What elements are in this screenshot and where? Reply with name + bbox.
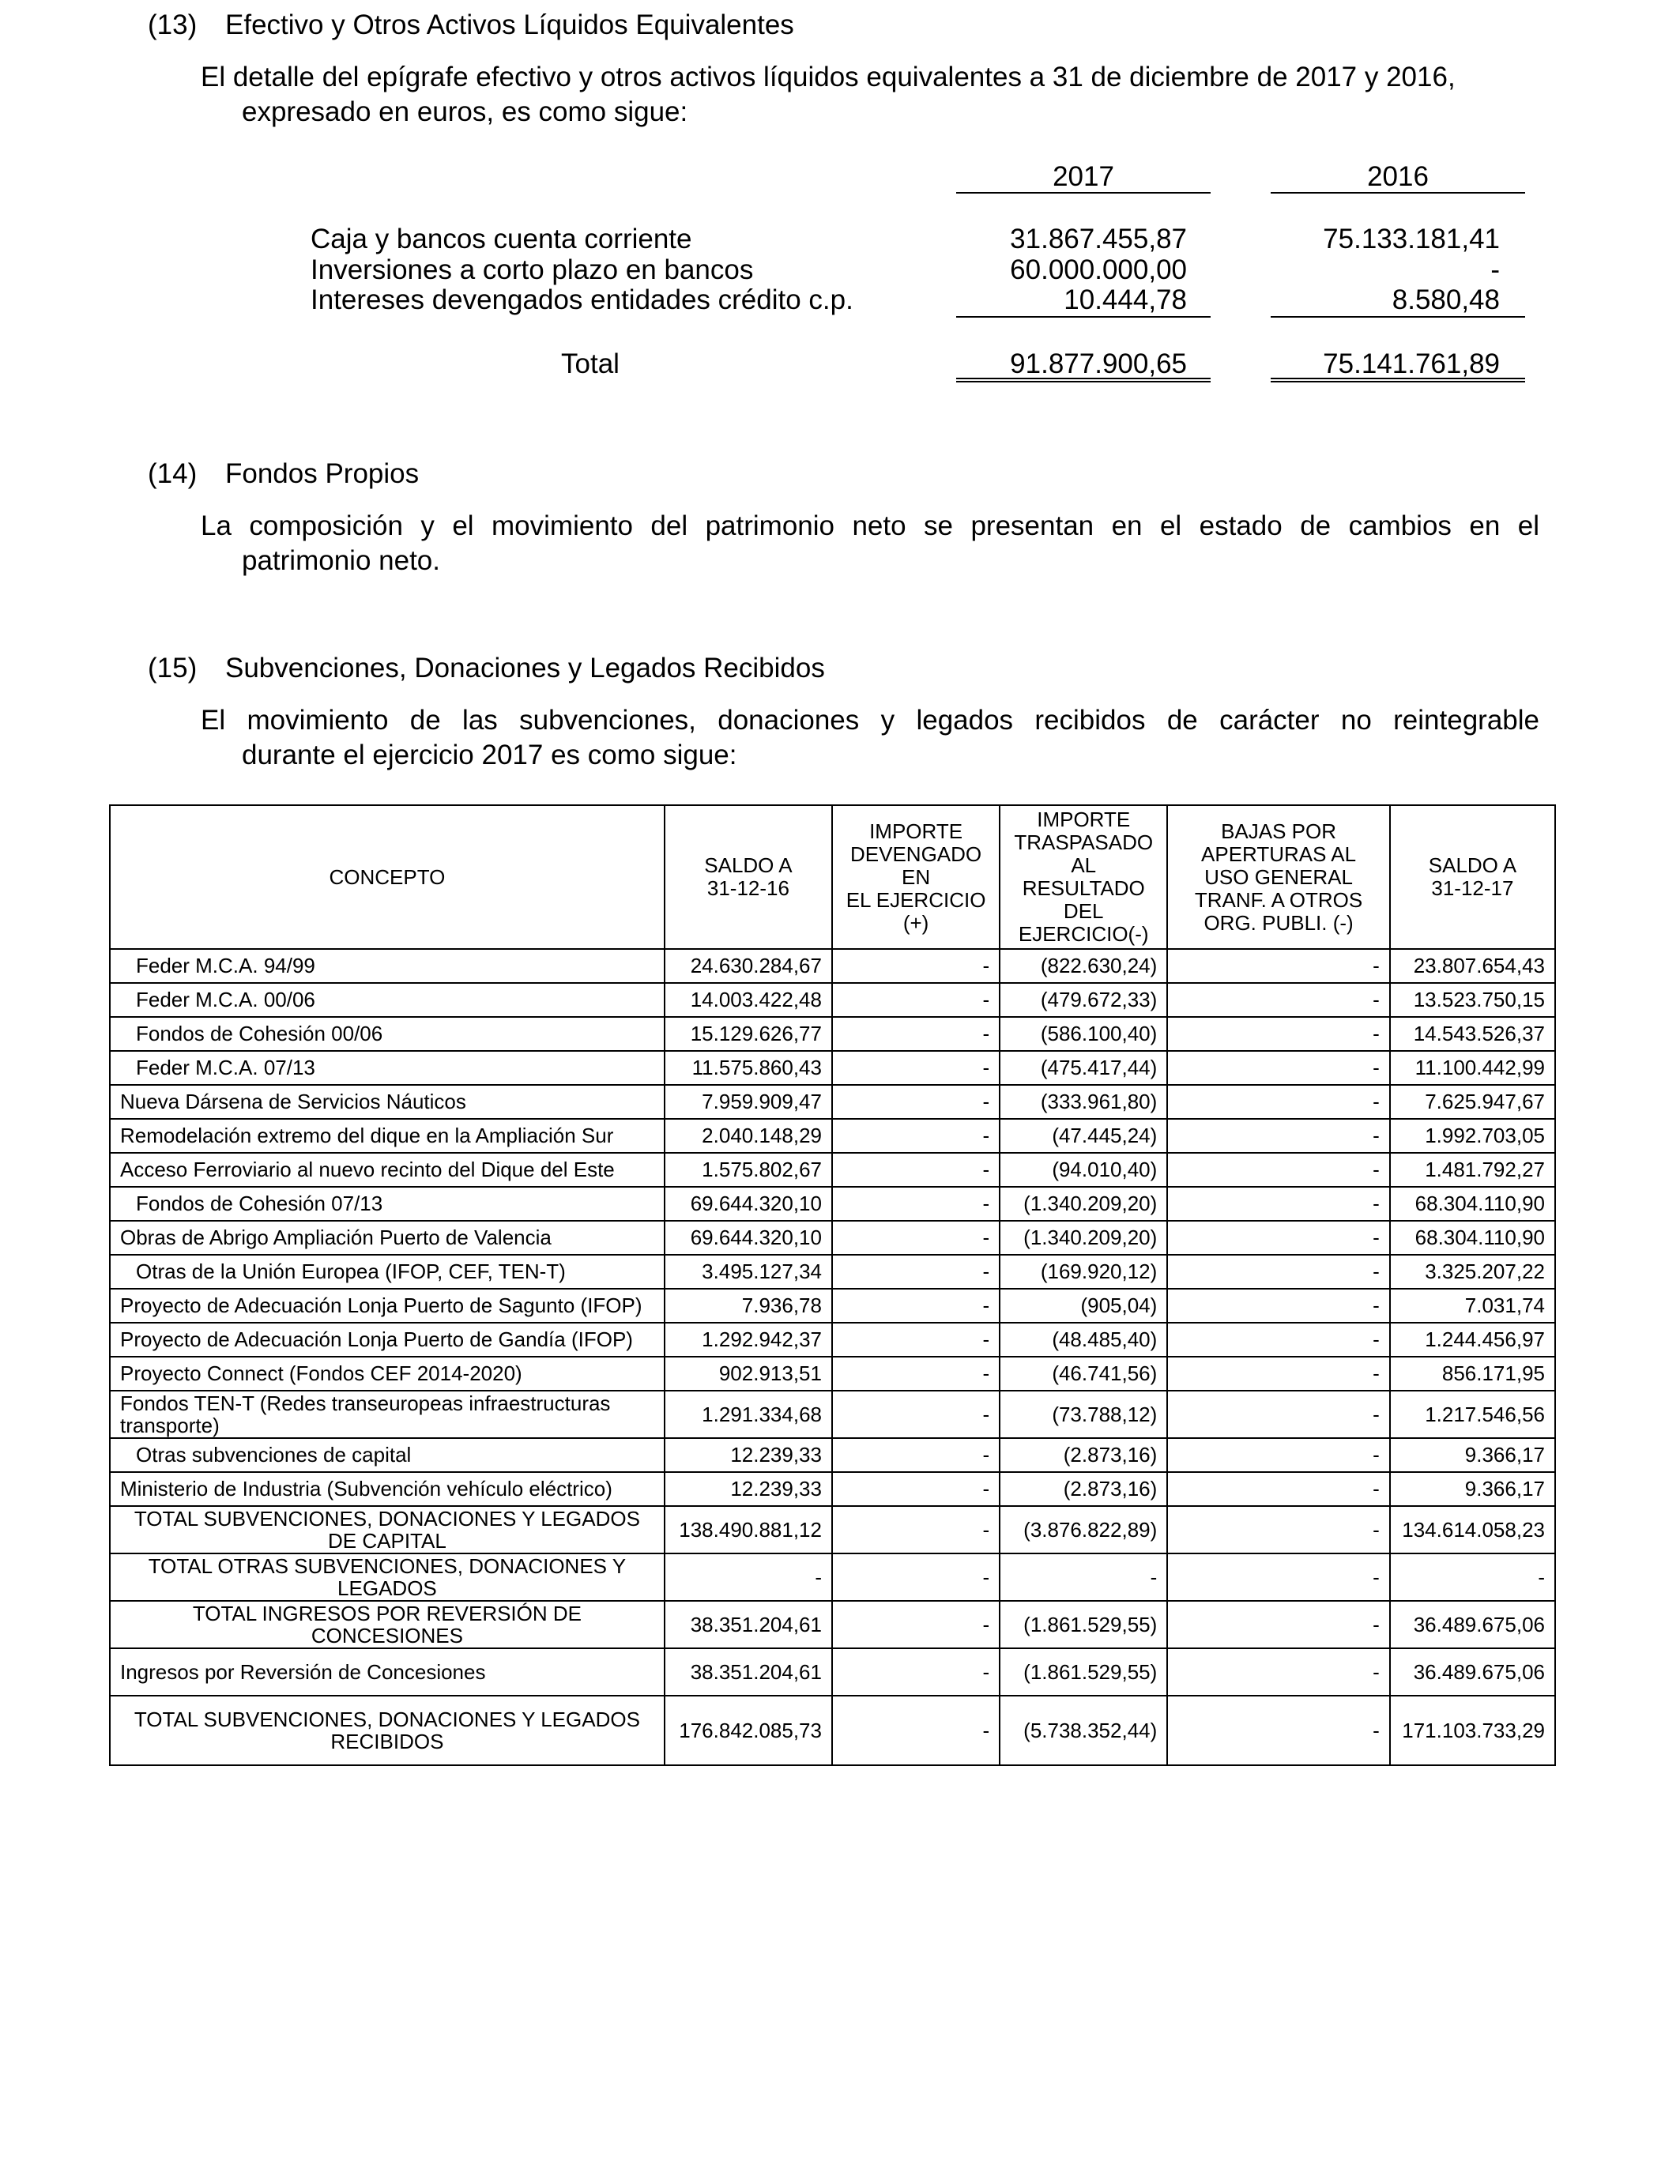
section-15-text-line2: durante el ejercicio 2017 es como sigue: [242,740,737,770]
cash-row-2017: 10.444,78 [1064,284,1187,315]
cash-row-label: Intereses devengados entidades crédito c.p. [311,284,853,315]
cell-traspasado: (1.861.529,55) [1000,1601,1167,1648]
subtotal-line-2017 [956,316,1211,318]
cell-saldo-final: 14.543.526,37 [1390,1017,1555,1051]
table-row-total [110,1553,1555,1601]
table-row [110,1323,1555,1357]
section-14-text-line2: patrimonio neto. [242,545,440,576]
table-row [110,1391,1555,1438]
section-14-title: Fondos Propios [225,458,420,489]
cell-saldo-final: 1.244.456,97 [1390,1323,1555,1357]
header-saldo-inicial: SALDO A 31-12-16 [665,805,832,949]
cell-concepto: Obras de Abrigo Ampliación Puerto de Valencia [110,1221,665,1255]
cell-saldo-inicial: 38.351.204,61 [665,1601,832,1648]
total-double-underline-2017 [956,378,1211,382]
cell-saldo-inicial: 15.129.626,77 [665,1017,832,1051]
cell-concepto: TOTAL SUBVENCIONES, DONACIONES Y LEGADOS DE CAPITAL [110,1506,665,1553]
table-row-grand-total [110,1696,1555,1765]
section-14-number: (14) [148,458,198,489]
cell-bajas: - [1167,1017,1390,1051]
cell-devengado: - [832,949,1000,983]
cell-saldo-inicial: 12.239,33 [665,1472,832,1506]
cell-traspasado: (3.876.822,89) [1000,1506,1167,1553]
cash-row-2016: - [1490,254,1500,285]
total-2017: 91.877.900,65 [1010,348,1187,379]
cell-traspasado: (905,04) [1000,1289,1167,1323]
cell-bajas: - [1167,1323,1390,1357]
cell-devengado: - [832,1085,1000,1119]
cell-saldo-final: 23.807.654,43 [1390,949,1555,983]
table-row [110,1221,1555,1255]
cell-traspasado: (333.961,80) [1000,1085,1167,1119]
cell-traspasado: (94.010,40) [1000,1153,1167,1187]
cell-bajas: - [1167,1357,1390,1391]
cell-bajas: - [1167,1187,1390,1221]
cell-saldo-final: 7.031,74 [1390,1289,1555,1323]
header-concepto: CONCEPTO [110,805,665,949]
table-row [110,1255,1555,1289]
cell-devengado: - [832,983,1000,1017]
cell-saldo-final: 171.103.733,29 [1390,1696,1555,1765]
cell-traspasado: (46.741,56) [1000,1357,1167,1391]
cell-devengado: - [832,1696,1000,1765]
cell-concepto: Feder M.C.A. 94/99 [110,949,665,983]
cell-concepto: Feder M.C.A. 07/13 [110,1051,665,1085]
cell-concepto: Proyecto de Adecuación Lonja Puerto de Gandía (IFOP) [110,1323,665,1357]
cell-saldo-final: 3.325.207,22 [1390,1255,1555,1289]
table-header-row [110,805,1555,949]
cell-saldo-inicial: 24.630.284,67 [665,949,832,983]
cash-row-2016: 75.133.181,41 [1323,224,1500,254]
cell-devengado: - [832,1472,1000,1506]
cell-concepto: Ingresos por Reversión de Concesiones [110,1648,665,1696]
cell-bajas: - [1167,1438,1390,1472]
cell-saldo-final: 9.366,17 [1390,1472,1555,1506]
cell-devengado: - [832,1648,1000,1696]
cell-saldo-final: 7.625.947,67 [1390,1085,1555,1119]
cell-devengado: - [832,1289,1000,1323]
table-row [110,983,1555,1017]
section-15-number: (15) [148,653,198,683]
cell-devengado: - [832,1506,1000,1553]
cell-concepto: Otras subvenciones de capital [110,1438,665,1472]
cell-saldo-final: 13.523.750,15 [1390,983,1555,1017]
table-row [110,1153,1555,1187]
cell-concepto: Proyecto de Adecuación Lonja Puerto de Sagunto (IFOP) [110,1289,665,1323]
cash-row-label: Caja y bancos cuenta corriente [311,224,692,254]
cell-devengado: - [832,1187,1000,1221]
cell-bajas: - [1167,1153,1390,1187]
col-header-2016: 2016 [1367,161,1429,192]
section-13-title: Efectivo y Otros Activos Líquidos Equivalentes [225,9,794,40]
cell-bajas: - [1167,1289,1390,1323]
table-row [110,1357,1555,1391]
section-13-number: (13) [148,9,198,40]
cell-bajas: - [1167,1648,1390,1696]
table-row [110,1289,1555,1323]
table-row [110,1648,1555,1696]
cell-saldo-final: 1.217.546,56 [1390,1391,1555,1438]
cell-saldo-inicial: - [665,1553,832,1601]
cash-row-2017: 31.867.455,87 [1010,224,1187,254]
cell-devengado: - [832,1119,1000,1153]
section-15-text-line1: El movimiento de las subvenciones, donaciones y legados recibidos de carácter no reintegrable [201,705,1539,736]
cell-devengado: - [832,1391,1000,1438]
table-row [110,1119,1555,1153]
cell-traspasado: - [1000,1553,1167,1601]
table-row [110,949,1555,983]
cell-saldo-inicial: 69.644.320,10 [665,1221,832,1255]
table-row [110,1051,1555,1085]
total-2016: 75.141.761,89 [1323,348,1500,379]
cell-traspasado: (479.672,33) [1000,983,1167,1017]
cell-traspasado: (475.417,44) [1000,1051,1167,1085]
cell-traspasado: (169.920,12) [1000,1255,1167,1289]
cell-saldo-inicial: 7.936,78 [665,1289,832,1323]
table-row-total [110,1601,1555,1648]
cell-concepto: Fondos de Cohesión 00/06 [110,1017,665,1051]
table-row-total [110,1506,1555,1553]
cell-saldo-inicial: 2.040.148,29 [665,1119,832,1153]
cell-saldo-inicial: 3.495.127,34 [665,1255,832,1289]
cell-saldo-inicial: 11.575.860,43 [665,1051,832,1085]
section-14-text-line1: La composición y el movimiento del patrimonio neto se presentan en el estado de cambios en el [201,510,1539,541]
cell-saldo-inicial: 176.842.085,73 [665,1696,832,1765]
cell-devengado: - [832,1553,1000,1601]
cell-saldo-final: 1.992.703,05 [1390,1119,1555,1153]
grants-movement-table [109,804,1556,1766]
cell-saldo-inicial: 1.292.942,37 [665,1323,832,1357]
header-importe-traspasado: IMPORTE TRASPASADO AL RESULTADO DEL EJERCICIO(-) [1000,805,1167,949]
cell-devengado: - [832,1438,1000,1472]
cell-bajas: - [1167,1506,1390,1553]
header-underline-2017 [956,192,1211,194]
cell-saldo-inicial: 7.959.909,47 [665,1085,832,1119]
section-13-intro-line2: expresado en euros, es como sigue: [242,96,688,127]
subtotal-line-2016 [1271,316,1525,318]
cell-saldo-final: 134.614.058,23 [1390,1506,1555,1553]
cell-saldo-final: 68.304.110,90 [1390,1187,1555,1221]
cell-bajas: - [1167,1391,1390,1438]
cell-concepto: Fondos de Cohesión 07/13 [110,1187,665,1221]
table-row [110,1438,1555,1472]
cash-row-label: Inversiones a corto plazo en bancos [311,254,754,285]
cell-saldo-final: 9.366,17 [1390,1438,1555,1472]
cell-saldo-final: 856.171,95 [1390,1357,1555,1391]
cell-bajas: - [1167,1472,1390,1506]
cell-saldo-final: 36.489.675,06 [1390,1648,1555,1696]
header-bajas: BAJAS POR APERTURAS AL USO GENERAL TRANF. A OTROS ORG. PUBLI. (-) [1167,805,1390,949]
cell-traspasado: (73.788,12) [1000,1391,1167,1438]
cell-saldo-inicial: 69.644.320,10 [665,1187,832,1221]
cell-concepto: Ministerio de Industria (Subvención vehículo eléctrico) [110,1472,665,1506]
cell-saldo-inicial: 12.239,33 [665,1438,832,1472]
cell-traspasado: (1.340.209,20) [1000,1187,1167,1221]
cell-traspasado: (1.340.209,20) [1000,1221,1167,1255]
cell-traspasado: (1.861.529,55) [1000,1648,1167,1696]
section-13-intro-line1: El detalle del epígrafe efectivo y otros activos líquidos equivalentes a 31 de diciembre de 2017 y 2016, [201,62,1456,92]
cell-saldo-final: 68.304.110,90 [1390,1221,1555,1255]
cell-concepto: Nueva Dársena de Servicios Náuticos [110,1085,665,1119]
cell-devengado: - [832,1221,1000,1255]
cell-traspasado: (47.445,24) [1000,1119,1167,1153]
header-importe-devengado: IMPORTE DEVENGADO EN EL EJERCICIO (+) [832,805,1000,949]
cell-bajas: - [1167,1221,1390,1255]
cell-saldo-final: 36.489.675,06 [1390,1601,1555,1648]
cell-bajas: - [1167,1119,1390,1153]
cell-bajas: - [1167,1601,1390,1648]
total-label: Total [561,348,620,379]
cell-saldo-inicial: 38.351.204,61 [665,1648,832,1696]
cell-traspasado: (5.738.352,44) [1000,1696,1167,1765]
cell-saldo-inicial: 902.913,51 [665,1357,832,1391]
cell-concepto: TOTAL SUBVENCIONES, DONACIONES Y LEGADOS RECIBIDOS [110,1696,665,1765]
cell-concepto: Otras de la Unión Europea (IFOP, CEF, TEN-T) [110,1255,665,1289]
cell-traspasado: (48.485,40) [1000,1323,1167,1357]
cell-bajas: - [1167,1696,1390,1765]
total-double-underline-2016 [1271,378,1525,382]
cell-concepto: Remodelación extremo del dique en la Ampliación Sur [110,1119,665,1153]
cell-concepto: Acceso Ferroviario al nuevo recinto del Dique del Este [110,1153,665,1187]
cell-concepto: Feder M.C.A. 00/06 [110,983,665,1017]
cell-bajas: - [1167,983,1390,1017]
table-row [110,1017,1555,1051]
cell-devengado: - [832,1357,1000,1391]
header-underline-2016 [1271,192,1525,194]
cell-concepto: Proyecto Connect (Fondos CEF 2014-2020) [110,1357,665,1391]
cell-saldo-final: 1.481.792,27 [1390,1153,1555,1187]
cell-devengado: - [832,1323,1000,1357]
cell-traspasado: (2.873,16) [1000,1472,1167,1506]
cell-bajas: - [1167,1085,1390,1119]
col-header-2017: 2017 [1053,161,1114,192]
cell-traspasado: (822.630,24) [1000,949,1167,983]
section-15-title: Subvenciones, Donaciones y Legados Recibidos [225,653,825,683]
cell-concepto: TOTAL OTRAS SUBVENCIONES, DONACIONES Y LEGADOS [110,1553,665,1601]
cell-devengado: - [832,1255,1000,1289]
table-row [110,1187,1555,1221]
cell-saldo-final: 11.100.442,99 [1390,1051,1555,1085]
cell-saldo-inicial: 14.003.422,48 [665,983,832,1017]
cell-saldo-inicial: 1.291.334,68 [665,1391,832,1438]
table-row [110,1085,1555,1119]
header-saldo-final: SALDO A 31-12-17 [1390,805,1555,949]
cell-bajas: - [1167,1051,1390,1085]
cell-bajas: - [1167,1553,1390,1601]
cell-devengado: - [832,1153,1000,1187]
cash-row-2016: 8.580,48 [1392,284,1500,315]
cell-saldo-inicial: 1.575.802,67 [665,1153,832,1187]
cell-saldo-inicial: 138.490.881,12 [665,1506,832,1553]
cell-devengado: - [832,1601,1000,1648]
cell-bajas: - [1167,949,1390,983]
cell-concepto: TOTAL INGRESOS POR REVERSIÓN DE CONCESIONES [110,1601,665,1648]
cell-devengado: - [832,1017,1000,1051]
cell-saldo-final: - [1390,1553,1555,1601]
cell-devengado: - [832,1051,1000,1085]
cell-traspasado: (2.873,16) [1000,1438,1167,1472]
cell-bajas: - [1167,1255,1390,1289]
cell-concepto: Fondos TEN-T (Redes transeuropeas infraestructuras transporte) [110,1391,665,1438]
cash-row-2017: 60.000.000,00 [1010,254,1187,285]
cell-traspasado: (586.100,40) [1000,1017,1167,1051]
table-row [110,1472,1555,1506]
